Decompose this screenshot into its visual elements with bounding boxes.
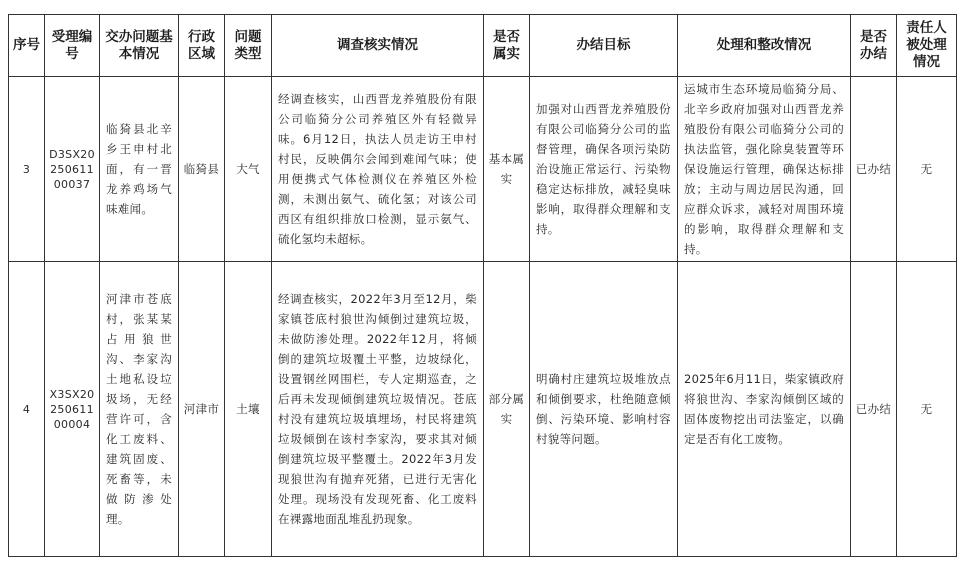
cell-verified: 部分属实 <box>484 262 530 557</box>
table-row <box>9 262 957 557</box>
header-closed: 是否办结 <box>851 15 897 77</box>
cell-region: 河津市 <box>179 262 225 557</box>
cell-region: 临猗县 <box>179 77 225 262</box>
cell-type: 大气 <box>225 77 272 262</box>
header-verified: 是否属实 <box>484 15 530 77</box>
cell-goal: 明确村庄建筑垃圾堆放点和倾倒要求，杜绝随意倾倒、污染环境、影响村容村貌等问题。 <box>530 262 678 557</box>
case-table <box>8 14 957 557</box>
header-seq: 序号 <box>9 15 45 77</box>
cell-receipt-no: X3SX2025061100004 <box>45 262 100 557</box>
cell-seq: 3 <box>9 77 45 262</box>
cell-accountability: 无 <box>897 262 957 557</box>
cell-investigation: 经调查核实，2022年3月至12月，柴家镇苍底村狼世沟倾倒过建筑垃圾，未做防渗处理。2022年12月，将倾倒的建筑垃圾覆土平整，边坡绿化，设置钢丝网围栏，专人定期巡查，之后再未发现倾倒建筑垃圾情况。苍底村没有建筑垃圾填埋场，村民将建筑垃圾倾倒在该村李家沟，要求其对倾倒建筑垃圾平整覆土。2022年3月发现狼世沟有抛弃死猪，已进行无害化处理。现场没有发现死畜、化工废料在裸露地面乱堆乱扔现象。 <box>272 262 484 557</box>
cell-handling: 2025年6月11日，柴家镇政府将狼世沟、李家沟倾倒区域的固体废物挖出司法鉴定，以确定是否有化工废物。 <box>678 262 851 557</box>
header-type: 问题类型 <box>225 15 272 77</box>
cell-issue: 临猗县北辛乡王申村北面，有一晋龙养鸡场气味难闻。 <box>100 77 179 262</box>
header-receipt-no: 受理编号 <box>45 15 100 77</box>
cell-receipt-no: D3SX2025061100037 <box>45 77 100 262</box>
header-accountability: 责任人被处理情况 <box>897 15 957 77</box>
cell-investigation: 经调查核实，山西晋龙养殖股份有限公司临猗分公司养殖区外有轻微异味。6月12日，执法人员走访王申村村民，反映偶尔会闻到难闻气味；使用便携式气体检测仪在养殖区外检测，未测出氨气、硫化氢；对该公司西区有组织排放口检测，显示氨气、硫化氢均未超标。 <box>272 77 484 262</box>
header-row <box>9 15 957 77</box>
header-goal: 办结目标 <box>530 15 678 77</box>
cell-closed: 已办结 <box>851 77 897 262</box>
table-row <box>9 77 957 262</box>
cell-type: 土壤 <box>225 262 272 557</box>
cell-issue: 河津市苍底村，张某某占用狼世沟、李家沟土地私设垃圾场，无经营许可，含化工废料、建筑固废、死畜等，未做防渗处理。 <box>100 262 179 557</box>
cell-closed: 已办结 <box>851 262 897 557</box>
header-issue: 交办问题基本情况 <box>100 15 179 77</box>
header-handling: 处理和整改情况 <box>678 15 851 77</box>
cell-goal: 加强对山西晋龙养殖股份有限公司临猗分公司的监督管理，确保各项污染防治设施正常运行、污染物稳定达标排放，减轻臭味影响，取得群众理解和支持。 <box>530 77 678 262</box>
header-investigation: 调查核实情况 <box>272 15 484 77</box>
cell-accountability: 无 <box>897 77 957 262</box>
cell-verified: 基本属实 <box>484 77 530 262</box>
cell-seq: 4 <box>9 262 45 557</box>
header-region: 行政区域 <box>179 15 225 77</box>
cell-handling: 运城市生态环境局临猗分局、北辛乡政府加强对山西晋龙养殖股份有限公司临猗分公司的执法监管，强化除臭装置等环保设施运行管理，确保达标排放；主动与周边居民沟通，回应群众诉求，减轻对周围环境的影响，取得群众理解和支持。 <box>678 77 851 262</box>
